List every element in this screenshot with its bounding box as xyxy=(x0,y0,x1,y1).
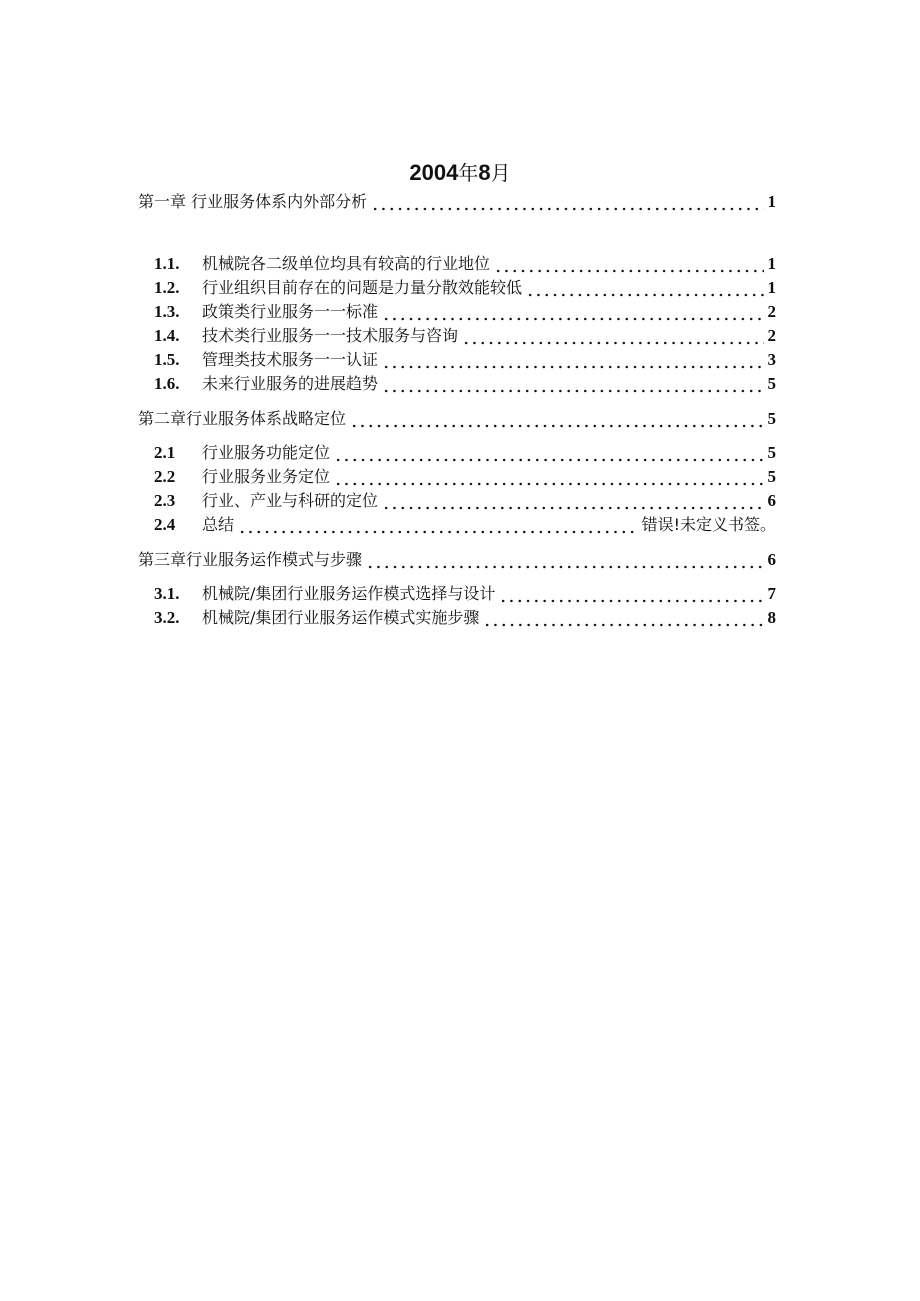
toc-entry-title: 未来行业服务的进展趋势 xyxy=(202,374,379,393)
toc-entry-page: 2 xyxy=(767,302,776,321)
toc-entry-page: 5 xyxy=(767,374,776,393)
toc-dot-leader xyxy=(494,254,763,274)
document-date-title xyxy=(0,157,920,186)
toc-section-entry[interactable] xyxy=(154,489,776,511)
toc-dot-leader xyxy=(462,326,763,346)
toc-entry-page: 1 xyxy=(767,278,776,297)
toc-dot-leader xyxy=(350,409,763,429)
toc-entry-number: 1.5. xyxy=(154,350,180,369)
toc-entry-page: 8 xyxy=(767,608,776,627)
toc-section-entry[interactable] xyxy=(154,441,776,463)
toc-entry-page: 6 xyxy=(767,491,776,510)
year: 2004 xyxy=(409,160,459,185)
toc-entry-title: 机械院各二级单位均具有较高的行业地位 xyxy=(202,254,491,273)
toc-entry-title: 行业、产业与科研的定位 xyxy=(202,491,379,510)
toc-entry-title: 第二章行业服务体系战略定位 xyxy=(138,409,347,428)
toc-dot-leader xyxy=(382,302,763,322)
toc-section-entry[interactable] xyxy=(154,252,776,274)
toc-section-entry[interactable] xyxy=(154,582,776,604)
toc-dot-leader xyxy=(366,550,763,570)
toc-entry-number: 2.2 xyxy=(154,467,176,486)
toc-dot-leader xyxy=(334,443,763,463)
toc-entry-number: 2.1 xyxy=(154,443,176,462)
toc-entry-title: 总结 xyxy=(202,515,235,534)
toc-chapter-entry[interactable] xyxy=(138,548,776,570)
toc-entry-title: 机械院/集团行业服务运作模式实施步骤 xyxy=(202,608,480,627)
toc-entry-page: 1 xyxy=(767,192,776,211)
toc-dot-leader xyxy=(382,374,763,394)
toc-entry-title: 政策类行业服务一一标准 xyxy=(202,302,379,321)
toc-chapter-entry[interactable] xyxy=(138,190,776,212)
month-char: 月 xyxy=(490,161,511,185)
toc-dot-leader xyxy=(499,584,763,604)
toc-section-entry[interactable] xyxy=(154,513,776,535)
toc-entry-number: 1.6. xyxy=(154,374,180,393)
toc-entry-page: 1 xyxy=(767,254,776,273)
toc-chapter-entry[interactable] xyxy=(138,407,776,429)
toc-entry-page: 2 xyxy=(767,326,776,345)
toc-section-entry[interactable] xyxy=(154,372,776,394)
toc-dot-leader xyxy=(382,491,763,511)
toc-section-entry[interactable] xyxy=(154,348,776,370)
toc-entry-title: 行业服务功能定位 xyxy=(202,443,331,462)
toc-entry-title: 第一章 行业服务体系内外部分析 xyxy=(138,192,368,211)
toc-section-entry[interactable] xyxy=(154,300,776,322)
toc-entry-page: 7 xyxy=(767,584,776,603)
toc-section-entry[interactable] xyxy=(154,606,776,628)
month: 8 xyxy=(478,160,491,185)
toc-entry-title: 行业组织目前存在的问题是力量分散效能较低 xyxy=(202,278,523,297)
toc-entry-number: 1.2. xyxy=(154,278,180,297)
toc-entry-number: 3.1. xyxy=(154,584,180,603)
toc-entry-page: 5 xyxy=(767,467,776,486)
toc-entry-title: 管理类技术服务一一认证 xyxy=(202,350,379,369)
toc-dot-leader xyxy=(238,515,638,535)
toc-entry-title: 行业服务业务定位 xyxy=(202,467,331,486)
toc-entry-page: 3 xyxy=(767,350,776,369)
toc-section-entry[interactable] xyxy=(154,324,776,346)
year-char: 年 xyxy=(458,161,479,185)
toc-entry-page: 6 xyxy=(767,550,776,569)
toc-entry-number: 1.1. xyxy=(154,254,180,273)
toc-entry-title: 第三章行业服务运作模式与步骤 xyxy=(138,550,363,569)
toc-entry-number: 2.3 xyxy=(154,491,176,510)
toc-dot-leader xyxy=(382,350,763,370)
toc-entry-number: 1.4. xyxy=(154,326,180,345)
toc-dot-leader xyxy=(334,467,763,487)
toc-dot-leader xyxy=(371,192,763,212)
toc-section-entry[interactable] xyxy=(154,276,776,298)
toc-entry-page: 5 xyxy=(767,409,776,428)
toc-dot-leader xyxy=(526,278,763,298)
toc-entry-number: 1.3. xyxy=(154,302,180,321)
toc-entry-page: 5 xyxy=(767,443,776,462)
toc-entry-number: 3.2. xyxy=(154,608,180,627)
toc-entry-page: 错误!未定义书签。 xyxy=(641,515,776,534)
toc-dot-leader xyxy=(483,608,763,628)
toc-section-entry[interactable] xyxy=(154,465,776,487)
toc-entry-number: 2.4 xyxy=(154,515,176,534)
toc-entry-title: 技术类行业服务一一技术服务与咨询 xyxy=(202,326,459,345)
toc-entry-title: 机械院/集团行业服务运作模式选择与设计 xyxy=(202,584,496,603)
